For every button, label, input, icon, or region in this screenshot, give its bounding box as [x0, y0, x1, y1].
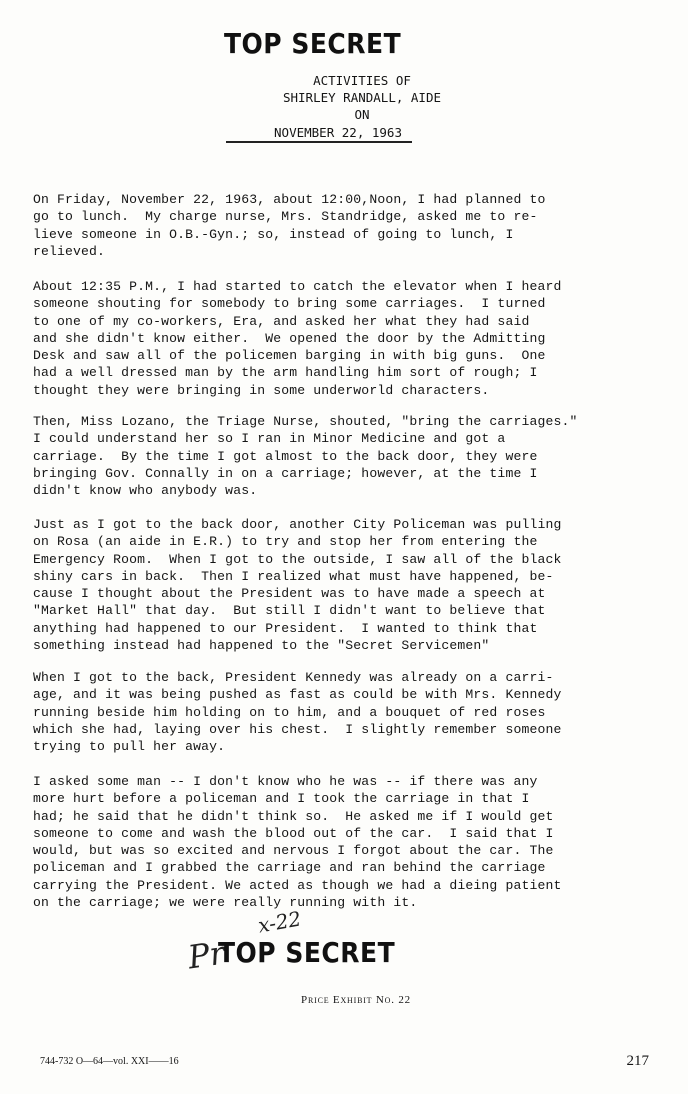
handwritten-initials: Pr — [185, 933, 228, 977]
paragraph-5: When I got to the back, President Kennedy was already on a carri- age, and it was being pushed as fast as could be with Mrs. Kennedy running beside him holding on to him, and a bouquet of red roses which she had, laying over his chest. I slightly remember someone trying to pull her away. — [33, 670, 562, 755]
paragraph-1: On Friday, November 22, 1963, about 12:00,Noon, I had planned to go to lunch. My charge nurse, Mrs. Standridge, asked me to re- lieve someone in O.B.-Gyn.; so, instead of going to lunch, I relieved. — [33, 192, 546, 259]
top-secret-stamp-bottom: TOP SECRET — [218, 936, 396, 969]
paragraph-3: Then, Miss Lozano, the Triage Nurse, shouted, "bring the carriages." I could understand her so I ran in Minor Medicine and got a carriage. By the time I got almost to the back door, they were bringing Gov. Connally in on a carriage; however, at the time I didn't know who anybody was. — [33, 414, 578, 499]
exhibit-label: Price Exhibit No. 22 — [301, 994, 411, 1006]
header-date: NOVEMBER 22, 1963 — [274, 125, 402, 140]
header-on: ON — [354, 107, 370, 122]
paragraph-2: About 12:35 P.M., I had started to catch the elevator when I heard someone shouting for somebody to bring some carriages. I turned to one of my co-workers, Era, and asked her what they had said and she didn't know either. We opened the door by the Admitting Desk and saw all of the policemen barging in with big guns. One had a well dressed man by the arm handling him sort of rough; I thought they were bringing in some underworld characters. — [33, 279, 562, 398]
header-activities-of: ACTIVITIES OF — [313, 73, 411, 88]
paragraph-6: I asked some man -- I don't know who he was -- if there was any more hurt before a policeman and I took the carriage in that I had; he said that he didn't think so. He asked me if I would get someone to come and wash the blood out of the car. I said that I would, but was so excited and nervous I forgot about the car. The policeman and I grabbed the carriage and ran behind the carriage carrying the President. We acted as though we had a dieing patient on the carriage; we were really running with it. — [33, 774, 562, 911]
top-secret-stamp-top: TOP SECRET — [224, 27, 402, 60]
handwritten-date: x-22 — [256, 906, 303, 938]
page-number: 217 — [626, 1053, 649, 1069]
header-name: SHIRLEY RANDALL, AIDE — [282, 90, 442, 105]
header-date-underline — [226, 141, 412, 143]
paragraph-4: Just as I got to the back door, another City Policeman was pulling on Rosa (an aide in E.R.) to try and stop her from entering the Emergency Room. When I got to the outside, I saw all of the black shiny cars in back. Then I realized what must have happened, be- cause I thought about the President was to have made a speech at "Market Hall" that day. But still I didn't want to believe that anything had happened to our President. I wanted to think that something instead had happened to the "Secret Servicemen" — [33, 517, 562, 654]
footer-reference: 744-732 O—64—vol. XXI——16 — [40, 1056, 179, 1067]
